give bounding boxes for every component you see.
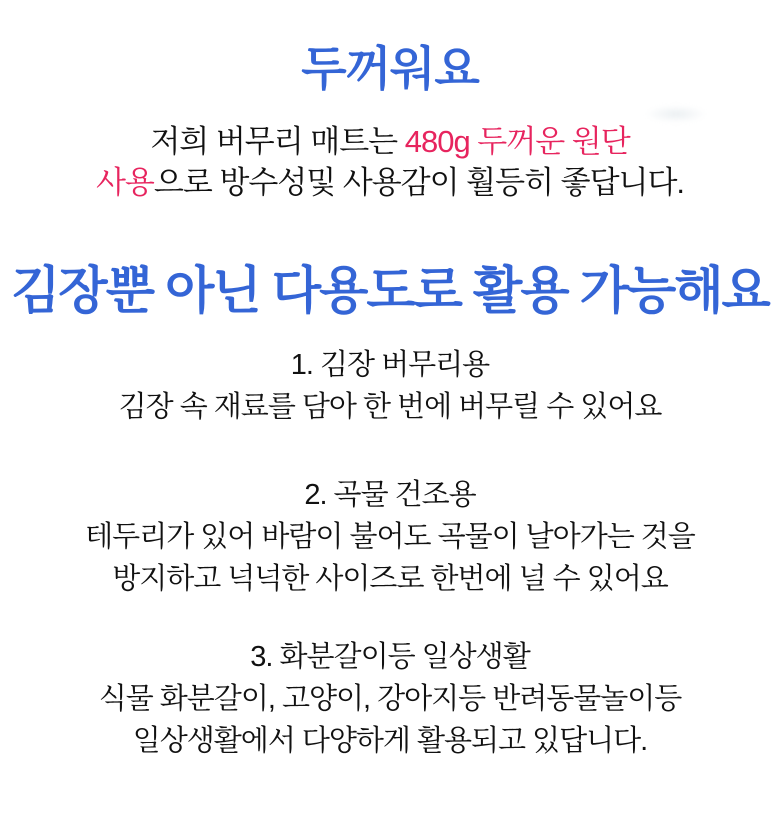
intro-line1-highlight: 480g 두꺼운 원단 <box>404 124 630 159</box>
use-case-line: 일상생활에서 다양하게 활용되고 있답니다. <box>132 725 648 757</box>
use-case-daily-life <box>0 636 780 762</box>
use-case-title: 1. 김장 버무리용 <box>290 349 490 381</box>
intro-line2-text: 으로 방수성및 사용감이 훨등히 좋답니다. <box>153 165 685 200</box>
section-heading: 김장뿐 아닌 다용도로 활용 가능해요 <box>11 262 769 319</box>
use-case-kimchi <box>0 344 780 428</box>
page-title: 두꺼워요 <box>301 42 479 95</box>
intro-line-1 <box>0 121 780 162</box>
use-case-line: 방지하고 넉넉한 사이즈로 한번에 널 수 있어요 <box>112 563 668 595</box>
use-case-line: 식물 화분갈이, 고양이, 강아지등 반려동물놀이등 <box>98 683 682 715</box>
use-case-line: 김장 속 재료를 담아 한 번에 버무릴 수 있어요 <box>118 391 662 423</box>
intro-line2-highlight: 사용 <box>95 165 154 200</box>
use-case-line: 테두리가 있어 바람이 불어도 곡물이 날아가는 것을 <box>85 521 695 553</box>
use-case-title: 2. 곡물 건조용 <box>304 479 476 511</box>
intro-line1-text: 저희 버무리 매트는 <box>150 124 405 159</box>
intro-paragraph <box>0 121 780 203</box>
use-case-grain-drying <box>0 474 780 600</box>
intro-line-2 <box>0 162 780 203</box>
use-case-title: 3. 화분갈이등 일상생활 <box>250 641 530 673</box>
